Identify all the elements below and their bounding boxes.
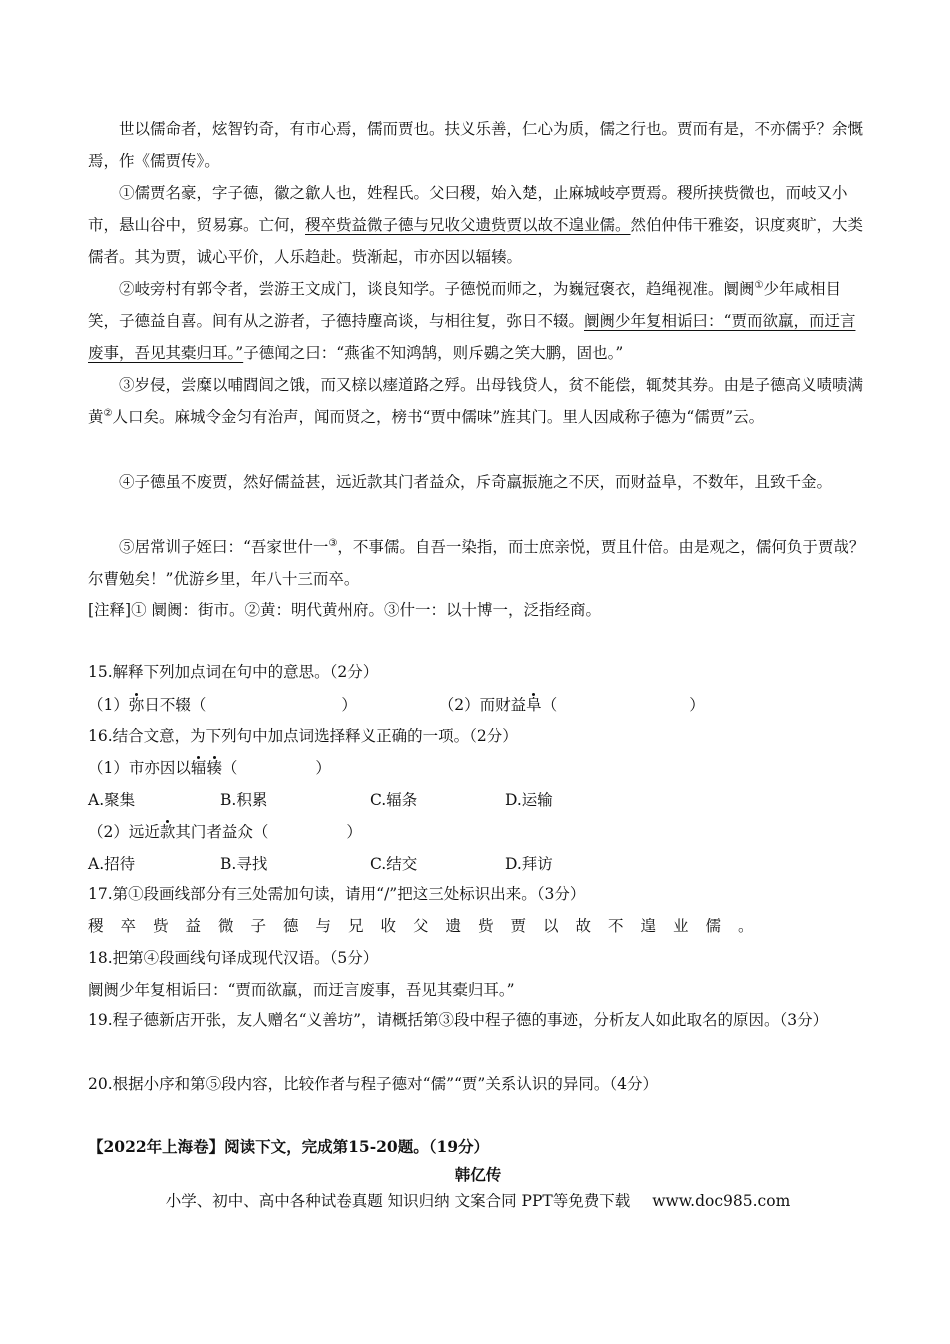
q16-1-close: ）	[315, 759, 331, 777]
q16-1-option-d[interactable]: D.运输	[505, 791, 553, 809]
q16-2-prefix: （2）远近	[88, 823, 160, 841]
annotation-notes: [注释]① 阛阓：街市。②黄：明代黄州府。③什一：以十博一，泛指经商。	[88, 601, 602, 619]
footnote-marker-3: ③	[328, 537, 338, 549]
q15-1-prefix: （1）	[88, 696, 129, 714]
paragraph-1	[88, 177, 868, 273]
footer-text: 小学、初中、高中各种试卷真题 知识归纳 文案合同 PPT等免费下载	[165, 1192, 631, 1210]
footer-url[interactable]: www.doc985.com	[652, 1192, 791, 1210]
q16-1-open: （	[221, 759, 238, 777]
paragraph-3	[88, 369, 868, 433]
footnote-marker-2: ②	[103, 407, 113, 419]
p3-text-a: ③岁侵，尝糜以哺閰闾之饿，而又榇以瘗道路之殍。出母钱贷人，贫不能偿，辄焚其券。由是子德高义啧啧满黄	[88, 376, 864, 426]
q15-1-text: 日不辍（	[144, 696, 207, 714]
question-15-items	[88, 690, 868, 720]
p1-text-b: 然伯仲伟干雅姿，识度爽旷，大类儒者。其为贾，诚心平价，人乐趋赴。赀渐起，市亦因以辐辏。	[88, 216, 864, 266]
q16-1-option-c[interactable]: C.辐条	[370, 791, 418, 809]
question-17: 17.第①段画线部分有三处需加句读，请用“/”把这三处标识出来。（3分）	[88, 885, 586, 903]
question-18: 18.把第④段画线句译成现代汉语。（5分）	[88, 949, 379, 967]
q15-2-dotted-word: 阜	[526, 696, 542, 714]
p1-underlined-sentence: 稷卒赀益微子德与兄收父遗赀贾以故不遑业儒。	[305, 216, 631, 234]
q16-2-close: ）	[346, 823, 362, 841]
q15-1-close: ）	[341, 696, 357, 714]
p2-underlined-sentence: 阛阓少年复相诟曰：“贾而欲羸，而迂言废事，吾见其橐归耳。”	[88, 312, 856, 362]
paragraph-5	[88, 531, 868, 595]
q15-2-prefix: （2）而财益	[438, 696, 527, 714]
p5-text-b: ，不事儒。自吾一染指，而士庶亲悦，贾且什倍。由是观之，儒何负于贾哉？尔曹勉矣！”优游乡里，年八十三而卒。	[88, 538, 865, 588]
question-20: 20.根据小序和第⑤段内容，比较作者与程子德对“儒”“贾”关系认识的异同。（4分）	[88, 1075, 658, 1093]
p2-text-b: 少年咸相目笑，子德益自喜。间有从之游者，子德持麈高谈，与相往复，弥日不辍。	[88, 280, 841, 330]
question-17-sentence[interactable]: 稷卒赀益微子德与兄收父遗赀贾以故不遑业儒。	[88, 917, 771, 935]
question-15: 15.解释下列加点词在句中的意思。（2分）	[88, 663, 379, 681]
q16-1-dotted-word-2: 辏	[206, 759, 222, 777]
question-16-1-options	[88, 785, 868, 815]
question-16-2	[88, 817, 868, 847]
q16-1-option-b[interactable]: B.积累	[220, 791, 268, 809]
q16-2-dotted-word: 款	[159, 823, 176, 841]
q16-2-text: 其门者益众（	[175, 823, 269, 841]
q15-1-dotted-word: 弥	[128, 696, 145, 714]
p2-text-a: ②岐旁村有郭令者，尝游王文成门，谈良知学。子德悦而师之，为巍冠褒衣，趋绳视准。阛阓	[119, 280, 755, 298]
next-section-title: 韩亿传	[454, 1165, 502, 1184]
paragraph-2	[88, 273, 868, 369]
p4-text: ④子德虽不废贾，然好儒益甚，远近款其门者益众，斥奇羸振施之不厌，而财益阜，不数年，且致千金。	[119, 473, 833, 491]
p5-text-a: ⑤居常训子姪曰：“吾家世什一	[119, 538, 329, 556]
question-19: 19.程子德新店开张，友人赠名“义善坊”，请概括第③段中程子德的事迹，分析友人如此取名的原因。（3分）	[88, 1011, 829, 1029]
question-16: 16.结合文意，为下列句中加点词选择释义正确的一项。（2分）	[88, 727, 518, 745]
q16-2-option-c[interactable]: C.结交	[370, 855, 418, 873]
q16-1-text: （1）市亦因以	[88, 759, 191, 777]
q15-2-text: （	[541, 696, 558, 714]
q16-2-option-d[interactable]: D.拜访	[505, 855, 553, 873]
page-footer	[88, 1186, 868, 1216]
question-16-1	[88, 753, 868, 783]
paragraph-4	[88, 466, 868, 498]
p2-text-c: 子德闻之曰：“燕雀不知鸿鹄，则斥鷃之笑大鹏，固也。”	[243, 344, 624, 362]
q16-2-option-a[interactable]: A.招待	[88, 855, 136, 873]
question-18-sentence: 阛阓少年复相诟曰：“贾而欲羸，而迂言废事，吾见其橐归耳。”	[88, 981, 515, 999]
p3-text-b: 人口矣。麻城令金匀有治声，闻而贤之，榜书“贾中儒味”旌其门。里人因咸称子德为“儒贾”云。	[112, 408, 765, 426]
q16-1-option-a[interactable]: A.聚集	[88, 791, 136, 809]
p1-text-a: ①儒贾名豪，字子德，徽之歙人也，姓程氏。父曰稷，始入楚，止麻城岐亭贾焉。稷所挟赀微也，而岐又小市，悬山谷中，贸易寡。亡何，	[88, 184, 848, 234]
q15-2-close: ）	[689, 696, 705, 714]
q16-2-option-b[interactable]: B.寻找	[220, 855, 268, 873]
footnote-marker-1: ①	[754, 279, 764, 291]
next-section-header: 【2022年上海卷】阅读下文，完成第15-20题。（19分）	[88, 1137, 490, 1156]
question-16-2-options	[88, 849, 868, 879]
intro-paragraph	[88, 113, 868, 177]
intro-text: 世以儒命者，炫智钓奇，有市心焉，儒而贾也。扶义乐善，仁心为质，儒之行也。贾而有是，不亦儒乎？余慨焉，作《儒贾传》。	[88, 120, 864, 170]
q16-1-dotted-word-1: 辐	[190, 759, 207, 777]
